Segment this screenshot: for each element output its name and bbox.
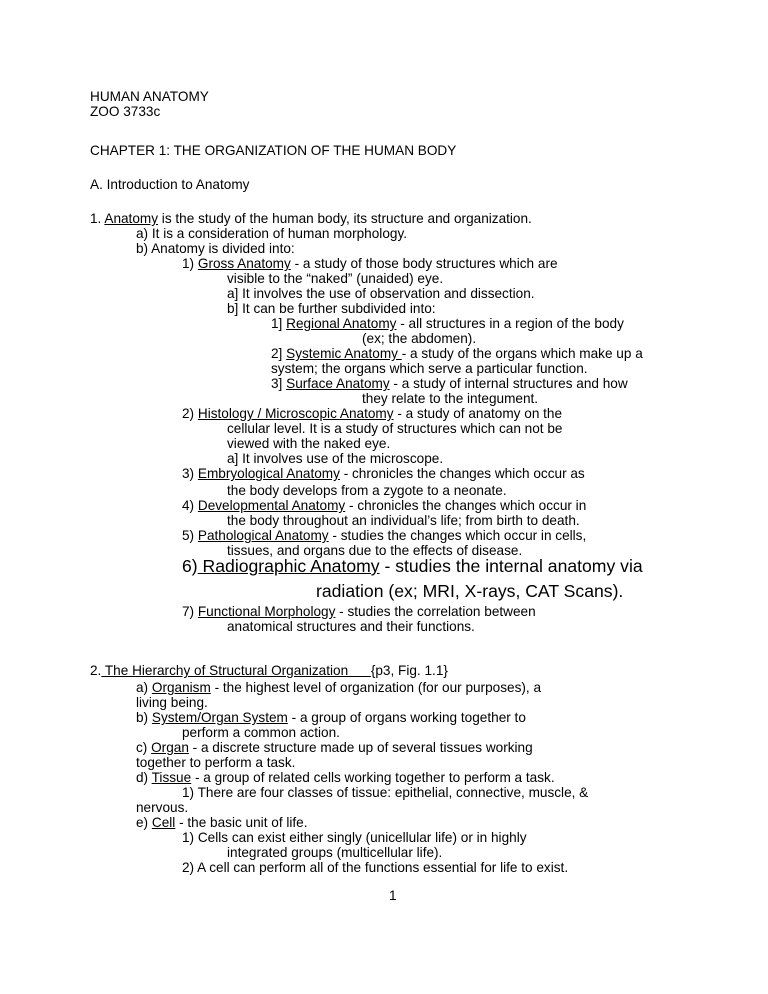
term-organ-system: System/Organ System [151,710,288,725]
text-line: (ex; the abdomen). [362,331,477,346]
item-developmental-anatomy: 4) Developmental Anatomy - chronicles the changes which occur in [182,498,587,513]
text-line: cellular level. It is a study of structures which can not be [227,421,563,436]
term-organ: Organ [151,740,189,755]
item-radiographic-anatomy: 6) Radiographic Anatomy - studies the internal anatomy via [182,556,643,576]
term-pathological-anatomy: Pathological Anatomy [197,528,329,543]
term-organism: Organism [151,680,211,695]
term-surface-anatomy: Surface Anatomy [286,376,390,391]
text-line: 1) There are four classes of tissue: epithelial, connective, muscle, & [182,785,589,800]
item-gross-anatomy: 1) Gross Anatomy - a study of those body structures which are [182,256,558,271]
term-tissue: Tissue [151,770,192,785]
text-line: the body develops from a zygote to a neonate. [227,483,507,498]
term-embryological-anatomy: Embryological Anatomy [197,466,340,481]
text-line: integrated groups (multicellular life). [227,845,443,860]
section-heading: A. Introduction to Anatomy [90,177,250,192]
text-line: living being. [136,695,208,710]
text-line: system; the organs which serve a particular function. [271,361,588,376]
text-line: tissues, and organs due to the effects of disease. [227,543,523,558]
term-radiographic-anatomy: Radiographic Anatomy [197,556,380,576]
text-line: a] It involves the use of observation and dissection. [227,286,535,301]
term-regional-anatomy: Regional Anatomy [286,316,397,331]
text-line: b] It can be further subdivided into: [227,301,436,316]
text-line: anatomical structures and their functions. [227,619,475,634]
item-functional-morphology: 7) Functional Morphology - studies the correlation between [182,604,536,619]
item-tissue: d) Tissue - a group of related cells working together to perform a task. [136,770,555,785]
item-a: a) It is a consideration of human morphology. [136,226,408,241]
term-functional-morphology: Functional Morphology [197,604,336,619]
text-line: the body throughout an individual’s life; from birth to death. [227,513,580,528]
item-histology: 2) Histology / Microscopic Anatomy - a study of anatomy on the [182,406,563,421]
text-line: a] It involves use of the microscope. [227,451,444,466]
course-title: HUMAN ANATOMY [90,89,209,104]
chapter-title: CHAPTER 1: THE ORGANIZATION OF THE HUMAN BODY [90,143,457,158]
item-cell: e) Cell - the basic unit of life. [136,815,308,830]
text-line: radiation (ex; MRI, X-rays, CAT Scans). [316,581,624,601]
text-line: visible to the “naked” (unaided) eye. [227,271,444,286]
text-line: nervous. [136,800,189,815]
term-hierarchy: The Hierarchy of Structural Organization [101,663,371,678]
text-line: viewed with the naked eye. [227,436,391,451]
item-organism: a) Organism - the highest level of organization (for our purposes), a [136,680,542,695]
item-regional-anatomy: 1] Regional Anatomy - all structures in a region of the body [271,316,624,331]
term-developmental-anatomy: Developmental Anatomy [197,498,346,513]
item-organ-system: b) System/Organ System - a group of organs working together to [136,710,526,725]
term-systemic-anatomy: Systemic Anatomy [286,346,402,361]
item-systemic-anatomy: 2] Systemic Anatomy - a study of the organs which make up a [271,346,643,361]
term-histology: Histology / Microscopic Anatomy [197,406,394,421]
page-number: 1 [389,888,397,903]
text-line: perform a common action. [182,725,340,740]
course-code: ZOO 3733c [90,104,161,119]
item-hierarchy: 2. The Hierarchy of Structural Organization {p3, Fig. 1.1} [90,663,448,678]
text-line: they relate to the integument. [362,391,539,406]
text-line: together to perform a task. [136,755,296,770]
term-anatomy: Anatomy [104,211,159,226]
item-surface-anatomy: 3] Surface Anatomy - a study of internal structures and how [271,376,628,391]
item-anatomy: 1. Anatomy is the study of the human body, its structure and organization. [90,211,532,226]
text-line: 2) A cell can perform all of the functions essential for life to exist. [182,860,569,875]
item-embryological-anatomy: 3) Embryological Anatomy - chronicles the changes which occur as [182,466,585,481]
item-organ: c) Organ - a discrete structure made up of several tissues working [136,740,533,755]
term-cell: Cell [151,815,176,830]
text-line: 1) Cells can exist either singly (unicellular life) or in highly [182,830,527,845]
item-b: b) Anatomy is divided into: [136,241,295,256]
item-pathological-anatomy: 5) Pathological Anatomy - studies the changes which occur in cells, [182,528,587,543]
term-gross-anatomy: Gross Anatomy [197,256,291,271]
